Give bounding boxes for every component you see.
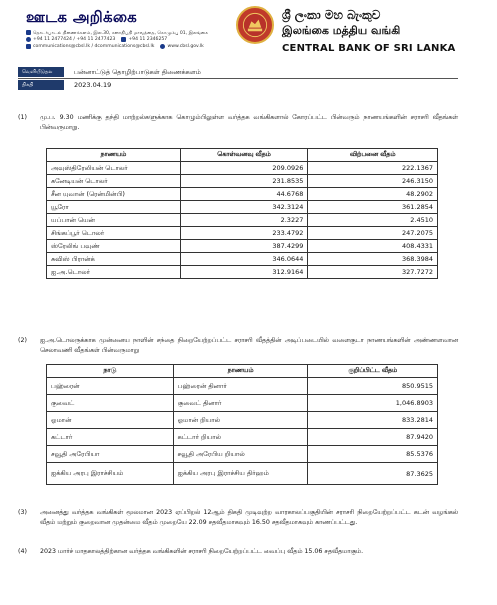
buying-rate-cell: 312.9164	[180, 266, 308, 279]
contact-phone-line	[26, 37, 226, 42]
country-cell: பஹ்ரைன்	[47, 378, 174, 395]
bank-name-english: CENTRAL BANK OF SRI LANKA	[282, 43, 456, 54]
indicative-rate-cell: 1,046.8903	[308, 395, 438, 412]
currency-cell: யப்பான் யென்	[47, 214, 181, 227]
table-row	[47, 188, 438, 201]
contact-email-line	[26, 44, 226, 49]
buying-rate-cell: 231.8535	[180, 175, 308, 188]
country-cell: கட்டார்	[47, 429, 174, 446]
currency-cell: ஐக்கிய அரபு இராச்சிய திர்ஹம்	[173, 463, 308, 485]
indicative-rate-cell: 85.5376	[308, 446, 438, 463]
column-header: நாடு	[47, 365, 174, 378]
table-row	[47, 214, 438, 227]
email-icon	[26, 44, 31, 49]
paragraph-text: 2023 மார்ச் மாதகாலத்திற்கான வர்த்தக வங்கிகளின் சராசரி நிறையேற்றப்பட்ட வைப்பு வீதம் 15.06 சதவீதமாகும்.	[40, 548, 364, 555]
exchange-rate-table	[46, 148, 438, 279]
table-row	[47, 162, 438, 175]
country-cell: ஓமான்	[47, 412, 174, 429]
gulf-currency-table	[46, 364, 438, 485]
buying-rate-cell: 233.4792	[180, 227, 308, 240]
indicative-rate-cell: 87.3625	[308, 463, 438, 485]
selling-rate-cell: 222.1367	[308, 162, 438, 175]
currency-cell: யூரோ	[47, 201, 181, 214]
paragraph-number: (1)	[18, 114, 27, 121]
currency-cell: அவுஸ்திரேலியன் டொலர்	[47, 162, 181, 175]
issued-by-value: பன்னாட்டுத் தொழிற்பாடுகள் திணைக்களம்	[74, 67, 201, 76]
date-label: திகதி	[18, 80, 64, 90]
table-header-row	[47, 365, 438, 378]
buying-rate-cell: 2.3227	[180, 214, 308, 227]
date-row	[18, 79, 458, 91]
table-row	[47, 429, 438, 446]
paragraph-text: அனைத்து வர்த்தக வங்கிகள் மூலமான 2023 ஏப்பிறல் 12ஆம் திகதி முடிவுற்ற வாரகாலப்பகுதியின் சராசரி நிறையேற்றப்பட்ட கடன் வழங்கல் வீதம் மற்றும் குறைவான முதன்மை வீதம் முறையே 22.09 சதவீதமாகவும் 16.50 சதவீதமாகவும் காணப்பட்டது.	[40, 509, 458, 526]
table-row	[47, 175, 438, 188]
press-release-header	[26, 8, 226, 49]
table-header-row	[47, 149, 438, 162]
country-cell: சவூதி அரேபியா	[47, 446, 174, 463]
central-bank-seal-icon	[236, 6, 274, 44]
paragraph-2	[18, 336, 458, 356]
column-header: நாணயம்	[47, 149, 181, 162]
buying-rate-cell: 342.3124	[180, 201, 308, 214]
table-row	[47, 378, 438, 395]
table-row	[47, 446, 438, 463]
contact-web[interactable]: www.cbsl.gov.lk	[167, 43, 204, 49]
paragraph-text: ஐ.அ.டொலருக்காக முன்னைய நாளின் சந்தை நிறையேற்றப்பட்ட சராசரி வீதத்தின் அடிப்படையில் வளைகுடா நாணயங்களின் அண்ணளவான செலாவணி வீதங்கள் பின்வருமாறு	[40, 337, 458, 354]
selling-rate-cell: 361.2854	[308, 201, 438, 214]
selling-rate-cell: 408.4331	[308, 240, 438, 253]
paragraph-number: (2)	[18, 337, 27, 344]
table-row	[47, 253, 438, 266]
issued-by-row	[18, 66, 458, 78]
buying-rate-cell: 44.6768	[180, 188, 308, 201]
release-meta	[18, 66, 458, 91]
paragraph-number: (3)	[18, 509, 27, 516]
table-row	[47, 266, 438, 279]
column-header: கொள்வனவு வீதம்	[180, 149, 308, 162]
issued-by-label: வெளியீடுதல	[18, 67, 64, 77]
currency-cell: கட்டார் றியால்	[173, 429, 308, 446]
column-header: விற்பனை வீதம்	[308, 149, 438, 162]
indicative-rate-cell: 87.9420	[308, 429, 438, 446]
bank-name-tamil: இலங்கை மத்திய வங்கி	[282, 24, 401, 37]
currency-cell: ஸ்ரேலிங் பவுண்	[47, 240, 181, 253]
indicative-rate-cell: 833.2814	[308, 412, 438, 429]
contact-fax: +94 11 2346257	[128, 37, 168, 43]
selling-rate-cell: 368.3984	[308, 253, 438, 266]
currency-cell: சிங்கப்பூர் டொலர்	[47, 227, 181, 240]
paragraph-number: (4)	[18, 548, 27, 555]
paragraph-1	[18, 113, 458, 133]
bank-name-block	[282, 8, 482, 54]
buying-rate-cell: 346.0644	[180, 253, 308, 266]
contact-address-line	[26, 30, 226, 36]
currency-cell: பஹ்ரைன் தினார்	[173, 378, 308, 395]
selling-rate-cell: 327.7272	[308, 266, 438, 279]
bank-name-sinhala: ශ්‍රී ලංකා මහ බැංකුව	[282, 8, 381, 22]
currency-cell: சவூதி அரேபிய றியால்	[173, 446, 308, 463]
table-row	[47, 240, 438, 253]
column-header: குறிப்பிட்ட வீதம்	[308, 365, 438, 378]
web-icon	[160, 44, 165, 49]
column-header: நாணயம்	[173, 365, 308, 378]
currency-cell: குவைட் தினார்	[173, 395, 308, 412]
table-row	[47, 201, 438, 214]
selling-rate-cell: 48.2902	[308, 188, 438, 201]
table-row	[47, 395, 438, 412]
selling-rate-cell: 247.2075	[308, 227, 438, 240]
contact-email[interactable]: communications@cbsl.lk / dcommunications@cbsl.lk	[33, 43, 155, 49]
buying-rate-cell: 387.4299	[180, 240, 308, 253]
buying-rate-cell: 209.0926	[180, 162, 308, 175]
fax-icon	[121, 37, 126, 42]
date-value: 2023.04.19	[74, 81, 112, 89]
contact-phone: +94 11 2477424 / +94 11 2477423	[33, 37, 116, 43]
location-icon	[26, 30, 31, 35]
selling-rate-cell: 2.4510	[308, 214, 438, 227]
currency-cell: ஐ.அ.டொலர்	[47, 266, 181, 279]
table-row	[47, 412, 438, 429]
country-cell: குவைட்	[47, 395, 174, 412]
selling-rate-cell: 246.3150	[308, 175, 438, 188]
paragraph-4	[18, 547, 458, 557]
currency-cell: கனேடியன் டொலர்	[47, 175, 181, 188]
paragraph-text: மு.ப. 9.30 மணிக்கு தந்தி மாற்றல்களுக்காக கொழும்பிலுள்ள வர்த்தக வங்கிகளால் கோரப்பட்ட பின்வரும் நாணயங்களின் சராசரி வீதங்கள் பின்வருமாறு.	[40, 114, 458, 131]
currency-cell: ஓமான் றியால்	[173, 412, 308, 429]
currency-cell: சீன யுவான் (ரென்மின்பி)	[47, 188, 181, 201]
table-row	[47, 227, 438, 240]
country-cell: ஐக்கிய அரபு இராச்சியம்	[47, 463, 174, 485]
currency-cell: சுவிஸ் பிரான்க்	[47, 253, 181, 266]
press-release-title: ஊடக அறிக்கை	[26, 8, 137, 26]
contact-address: தொடர்பாடல் திணைக்களம், இல.30, சனாதிபதி மாவத்தை, கொழும்பு 01, இலங்கை	[33, 30, 209, 36]
paragraph-3	[18, 508, 458, 528]
table-row	[47, 463, 438, 485]
indicative-rate-cell: 850.9515	[308, 378, 438, 395]
phone-icon	[26, 37, 31, 42]
